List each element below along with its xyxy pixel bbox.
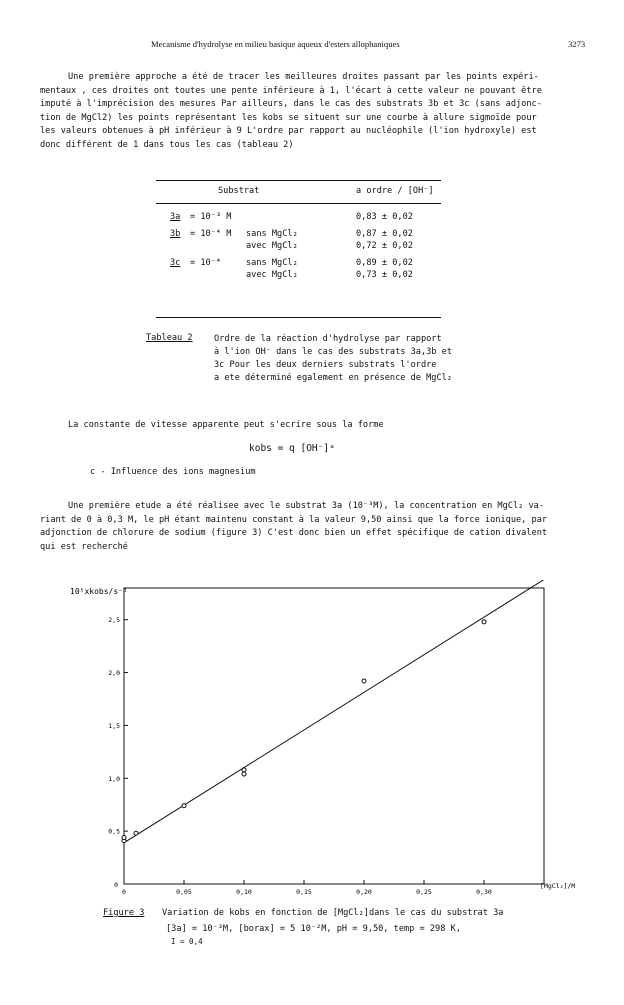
table-cell: 0,87 ± 0,02 <box>356 229 413 239</box>
table-cell: 0,73 ± 0,02 <box>356 270 413 280</box>
figure-3-chart <box>0 580 624 910</box>
x-tick-label: 0,30 <box>476 888 492 896</box>
table-cell: 3b <box>170 229 181 239</box>
tableau-caption-label: Tableau 2 <box>146 333 193 343</box>
table-bottom-rule <box>156 317 441 318</box>
table-row <box>170 224 413 241</box>
table-cell: 3c <box>170 258 181 268</box>
table-cell: 3a <box>170 212 181 222</box>
table-row <box>170 212 413 224</box>
y-tick-label: 1,5 <box>108 721 120 730</box>
data-table <box>170 212 413 282</box>
table-cell: 0,89 ± 0,02 <box>356 258 413 268</box>
table-cell: sans MgCl₂ <box>246 258 298 268</box>
table-cell <box>170 270 190 282</box>
table-row <box>170 270 413 282</box>
table-cell: avec MgCl₂ <box>246 270 298 280</box>
table-header-substrat: Substrat <box>218 186 260 196</box>
table-row <box>170 241 413 253</box>
caption-line: 3c Pour les deux derniers substrats l'ordre <box>214 360 437 370</box>
plot-frame <box>124 588 544 884</box>
table-top-rule <box>156 180 441 181</box>
tableau-caption <box>214 333 452 385</box>
caption-line: à l'ion OH⁻ dans le cas des substrats 3a,3b et <box>214 347 452 357</box>
table-cell: = 10⁻³ M <box>190 212 232 222</box>
y-tick-label: 2,5 <box>108 616 120 625</box>
figure-caption-label: Figure 3 <box>103 908 145 918</box>
y-tick-label: 2,0 <box>108 669 120 678</box>
data-point <box>182 804 186 808</box>
page-number: 3273 <box>568 39 586 49</box>
section-heading: c - Influence des ions magnesium <box>90 467 256 477</box>
para1-line: mentaux , ces droites ont toutes une pente inférieure à 1, l'écart à cette valeur ne pouvant être <box>40 85 542 96</box>
para1-line: Une première approche a été de tracer les meilleures droites passant par les points expéri- <box>68 72 539 82</box>
para2-line: Une première etude a été réalisee avec le substrat 3a (10⁻³M), la concentration en MgCl₂ va- <box>68 501 544 511</box>
y-tick-label: 1,0 <box>108 774 120 783</box>
para2-line: qui est recherché <box>40 541 128 552</box>
data-point <box>242 772 246 776</box>
rate-equation: kobs = q [OH⁻]ᵃ <box>249 443 335 454</box>
x-tick-label: 0,05 <box>176 888 192 896</box>
x-tick-label: 0,20 <box>356 888 372 896</box>
para1-line: tion de MgCl2) les points représentant les kobs se situent sur une courbe à allure sigmoïde pour <box>40 112 537 123</box>
figure-caption-line: I = 0,4 <box>171 937 203 946</box>
table-cell: = 10⁻⁴ <box>190 258 222 268</box>
figure-caption-line: [3a] = 10⁻³M, [borax] = 5 10⁻²M, pH = 9,50, temp = 298 K, <box>166 924 461 934</box>
para1-line: imputé à l'imprécision des mesures Par ailleurs, dans le cas des substrats 3b et 3c (sans adjonc- <box>40 99 542 110</box>
y-tick-label: 0 <box>114 881 118 889</box>
data-point <box>242 768 246 772</box>
para2-line: adjonction de chlorure de sodium (figure 3) C'est donc bien un effet spécifique de cation divalent <box>40 528 548 539</box>
para1-line: les valeurs obtenues à pH inférieur à 9 L'ordre par rapport au nucléophile (l'ion hydroxyle) est <box>40 126 537 137</box>
figure-caption-line: Variation de kobs en fonction de [MgCl₂]dans le cas du substrat 3a <box>162 908 504 918</box>
running-title: Mecanisme d'hydrolyse en milieu basique aqueux d'esters allophaniques <box>151 39 400 49</box>
y-tick-label: 0,5 <box>108 827 120 836</box>
x-axis-label: [MgCl₂]/M <box>540 882 576 890</box>
paragraph-1 <box>40 71 542 153</box>
table-header-order: a ordre / [OH⁻] <box>356 186 434 196</box>
table-cell <box>190 241 246 253</box>
data-point <box>482 620 486 624</box>
table-cell: sans MgCl₂ <box>246 229 298 239</box>
fit-line <box>124 580 544 843</box>
table-row <box>170 253 413 270</box>
para2-line: riant de 0 à 0,3 M, le pH étant maintenu constant à la valeur 9,50 ainsi que la force ionique, par <box>40 514 548 525</box>
caption-line: Ordre de la réaction d'hydrolyse par rapport <box>214 334 442 344</box>
caption-line: a ete déterminé egalement en présence de MgCl₂ <box>214 373 452 383</box>
data-point <box>362 679 366 683</box>
table-cell: 0,83 ± 0,02 <box>356 212 413 222</box>
x-tick-label: 0,10 <box>236 888 252 896</box>
table-header-rule <box>156 203 441 204</box>
y-axis-label: 10⁵xkobs/s⁻¹ <box>70 587 128 596</box>
table-cell: 0,72 ± 0,02 <box>356 241 413 251</box>
para1-line: donc différent de 1 dans tous les cas (tableau 2) <box>40 139 294 150</box>
x-tick-label: 0,25 <box>416 888 432 896</box>
table-cell: = 10⁻⁴ M <box>190 229 232 239</box>
data-point <box>122 835 126 839</box>
table-cell: avec MgCl₂ <box>246 241 298 251</box>
x-tick-label: 0,15 <box>296 888 312 896</box>
data-point <box>134 831 138 835</box>
x-tick-label: 0 <box>122 888 126 896</box>
rate-text: La constante de vitesse apparente peut s'ecrire sous la forme <box>68 420 384 430</box>
table-cell <box>170 241 190 253</box>
table-cell <box>190 270 246 282</box>
paragraph-2 <box>40 500 547 554</box>
table-cell <box>246 212 356 224</box>
